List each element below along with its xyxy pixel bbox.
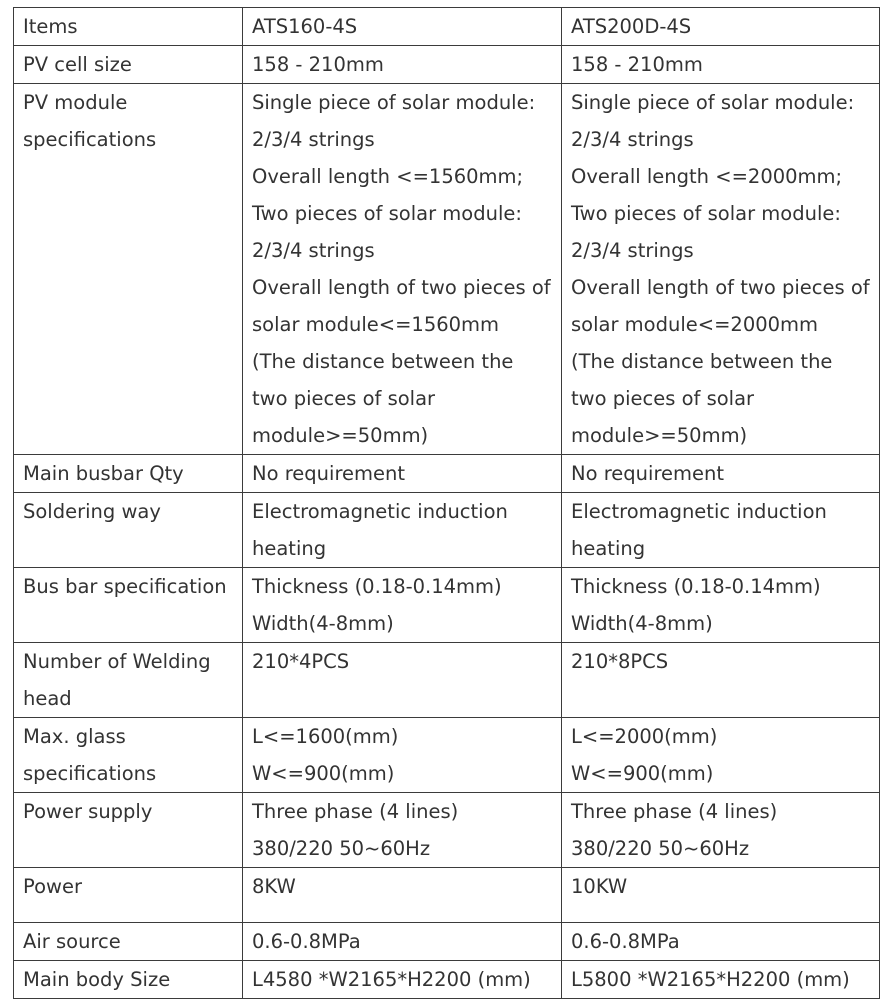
ats200-value: Electromagnetic induction heating	[562, 493, 880, 568]
table-row	[14, 455, 880, 493]
ats160-value: Thickness (0.18-0.14mm) Width(4-8mm)	[243, 568, 562, 643]
table-row	[14, 718, 880, 793]
ats200-value: Three phase (4 lines) 380/220 50~60Hz	[562, 793, 880, 868]
ats160-value: 210*4PCS	[243, 643, 562, 718]
row-item-label: PV module specifications	[14, 84, 243, 455]
ats160-value: Electromagnetic induction heating	[243, 493, 562, 568]
row-item-label: Power supply	[14, 793, 243, 868]
table-row	[14, 868, 880, 923]
ats160-value: 0.6-0.8MPa	[243, 923, 562, 961]
ats200-value: L<=2000(mm) W<=900(mm)	[562, 718, 880, 793]
ats160-value: Three phase (4 lines) 380/220 50~60Hz	[243, 793, 562, 868]
ats200-value: 10KW	[562, 868, 880, 923]
row-item-label: Soldering way	[14, 493, 243, 568]
table-row	[14, 961, 880, 999]
ats200-value: 158 - 210mm	[562, 46, 880, 84]
row-item-label: Main body Size	[14, 961, 243, 999]
ats160-value: No requirement	[243, 455, 562, 493]
table-row	[14, 493, 880, 568]
row-item-label: PV cell size	[14, 46, 243, 84]
header-ats200d-4s: ATS200D-4S	[562, 8, 880, 46]
table-row	[14, 568, 880, 643]
table-row	[14, 923, 880, 961]
table-header-row	[14, 8, 880, 46]
header-items: Items	[14, 8, 243, 46]
ats200-value: 0.6-0.8MPa	[562, 923, 880, 961]
row-item-label: Bus bar specification	[14, 568, 243, 643]
table-row	[14, 643, 880, 718]
table-row	[14, 84, 880, 455]
ats200-value: No requirement	[562, 455, 880, 493]
table-row	[14, 793, 880, 868]
ats160-value: 8KW	[243, 868, 562, 923]
ats160-value: Single piece of solar module: 2/3/4 strings Overall length <=1560mm; Two pieces of solar module: 2/3/4 strings Overall length of two pieces of solar module<=1560mm (The distance between the two pieces of solar module>=50mm)	[243, 84, 562, 455]
ats160-value: L<=1600(mm) W<=900(mm)	[243, 718, 562, 793]
spec-table	[13, 7, 880, 999]
table-row	[14, 46, 880, 84]
row-item-label: Max. glass specifications	[14, 718, 243, 793]
ats200-value: L5800 *W2165*H2200 (mm)	[562, 961, 880, 999]
row-item-label: Number of Welding head	[14, 643, 243, 718]
ats200-value: 210*8PCS	[562, 643, 880, 718]
ats200-value: Thickness (0.18-0.14mm) Width(4-8mm)	[562, 568, 880, 643]
ats200-value: Single piece of solar module: 2/3/4 strings Overall length <=2000mm; Two pieces of solar module: 2/3/4 strings Overall length of two pieces of solar module<=2000mm (The distance between the two pieces of solar module>=50mm)	[562, 84, 880, 455]
header-ats160-4s: ATS160-4S	[243, 8, 562, 46]
ats160-value: 158 - 210mm	[243, 46, 562, 84]
row-item-label: Main busbar Qty	[14, 455, 243, 493]
row-item-label: Air source	[14, 923, 243, 961]
row-item-label: Power	[14, 868, 243, 923]
ats160-value: L4580 *W2165*H2200 (mm)	[243, 961, 562, 999]
